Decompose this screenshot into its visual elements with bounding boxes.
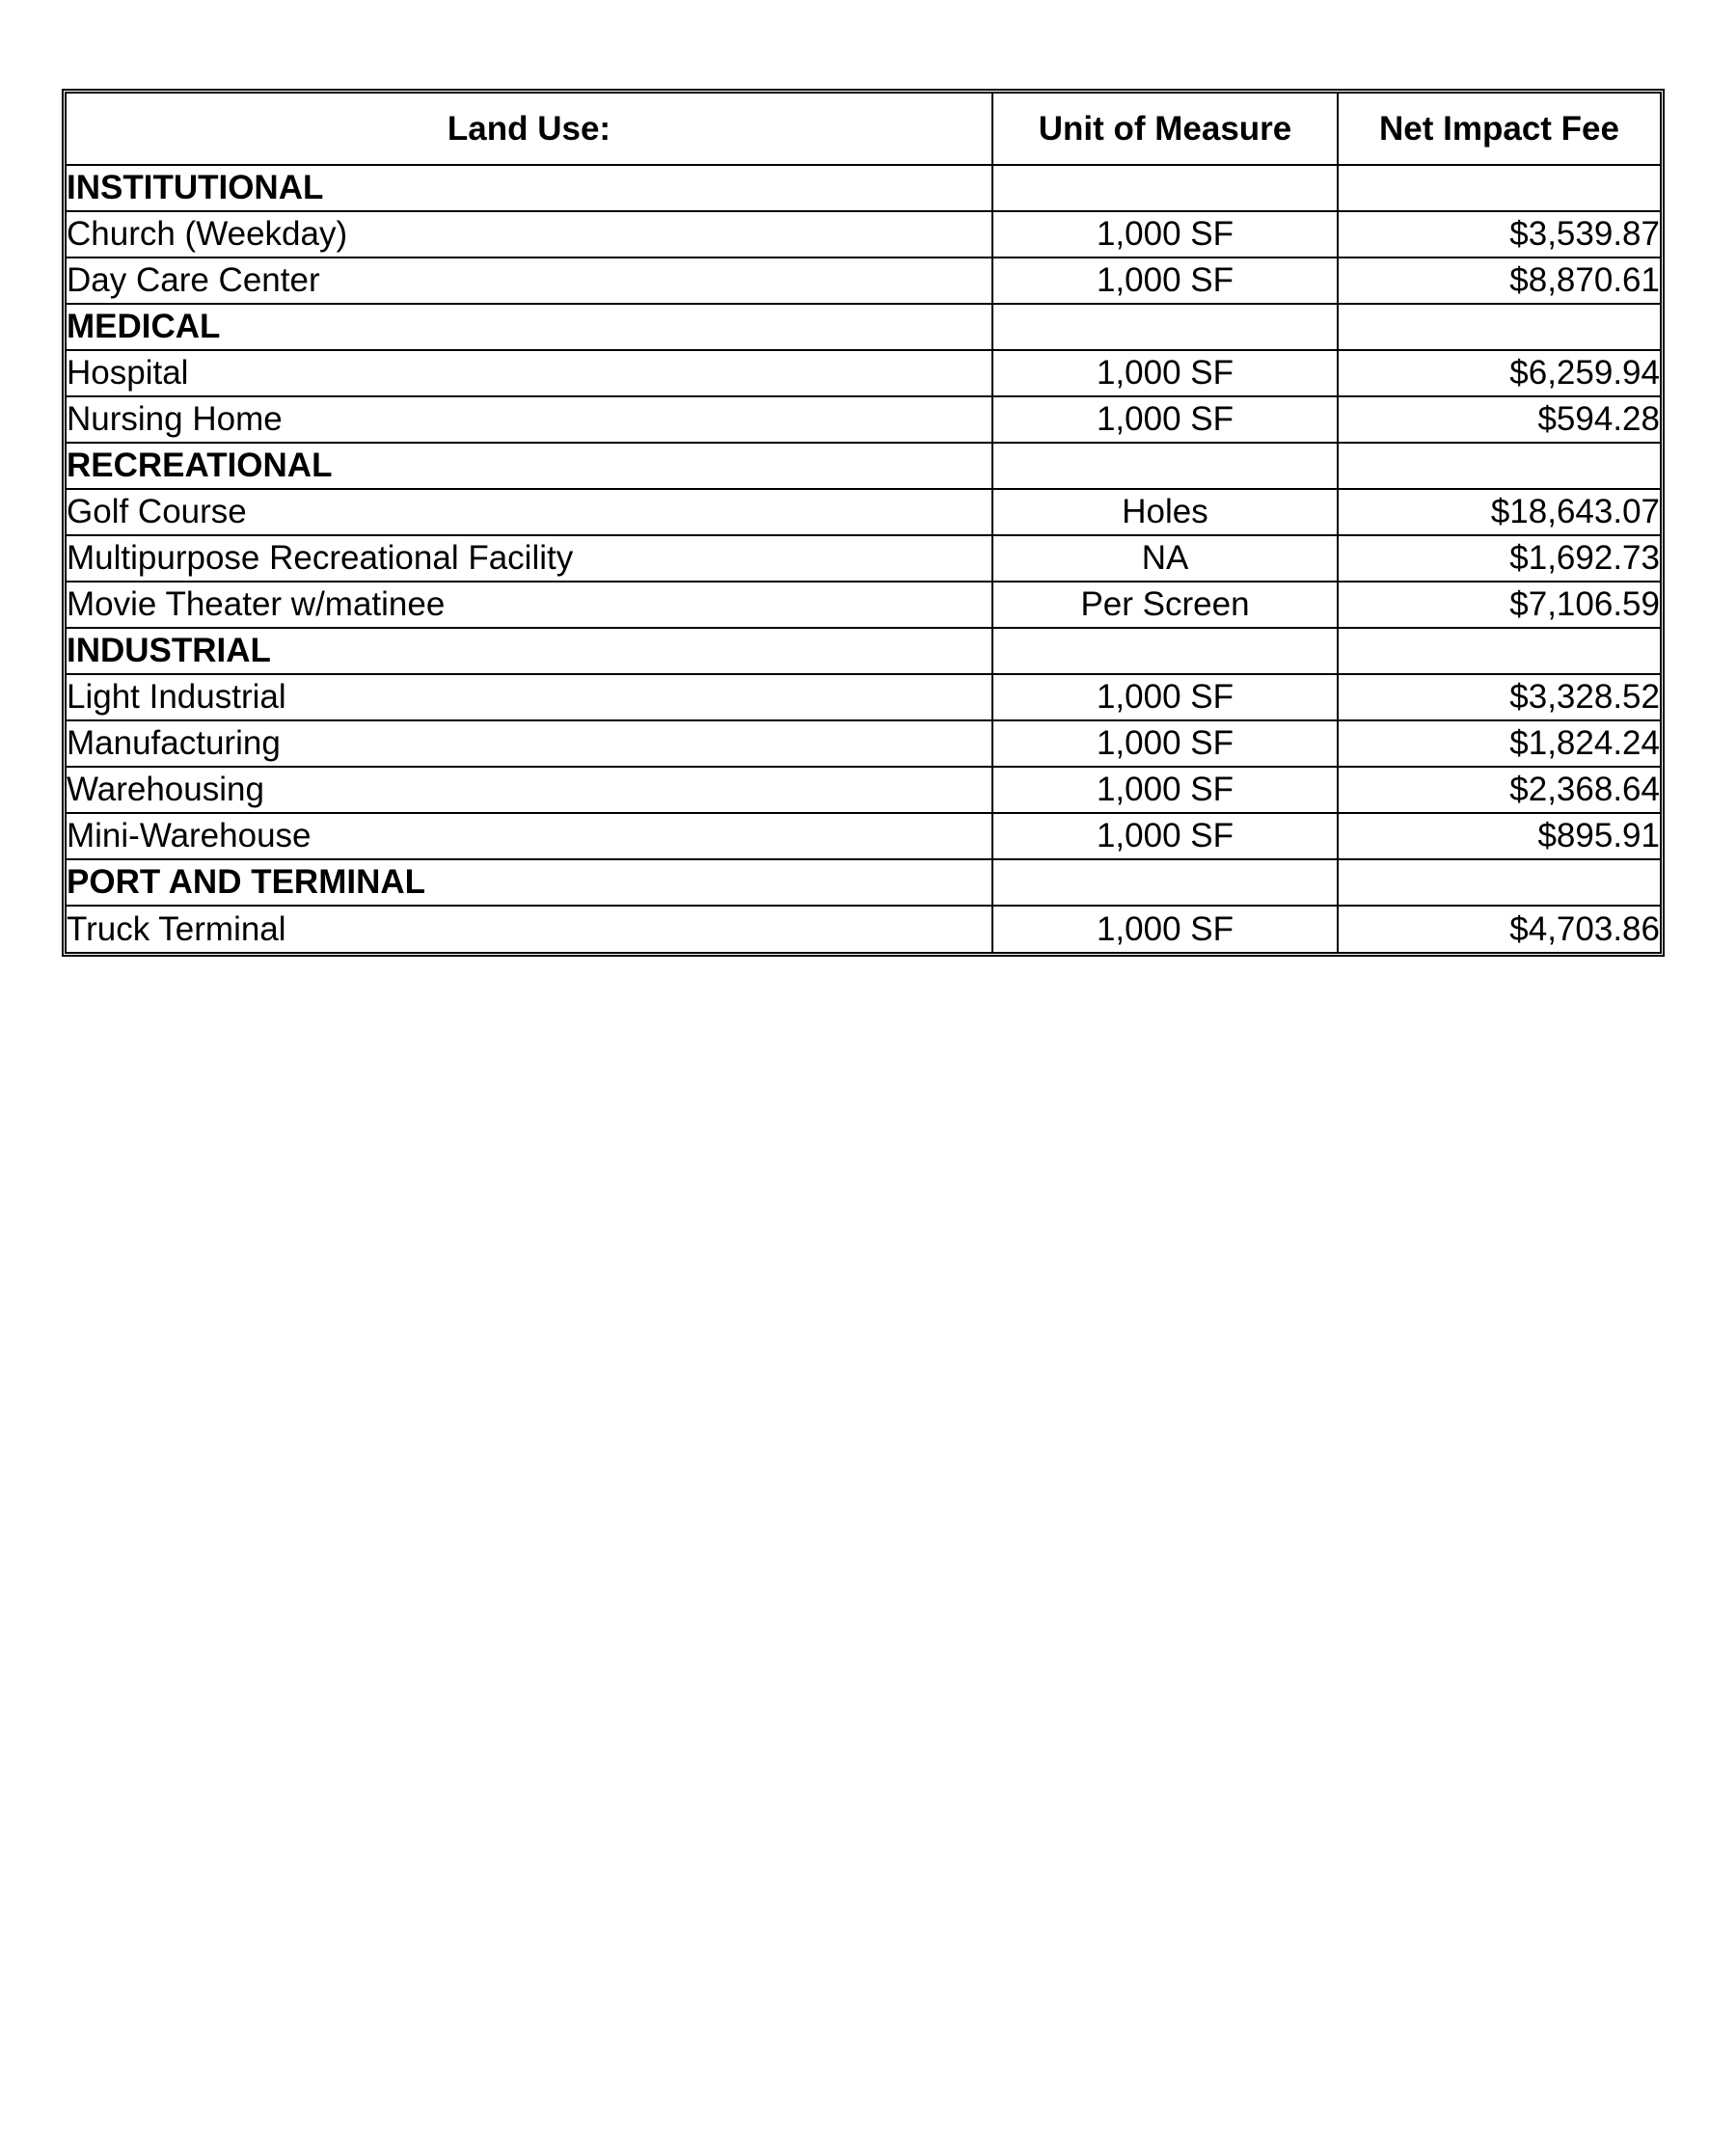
header-net-impact-fee: Net Impact Fee	[1338, 94, 1660, 165]
net-impact-fee-cell: $4,703.86	[1509, 909, 1660, 948]
category-unit-cell	[992, 443, 1338, 489]
category-unit-cell	[992, 628, 1338, 674]
net-impact-fee-cell: $6,259.94	[1338, 350, 1660, 396]
category-fee-cell	[1338, 628, 1660, 674]
category-row	[67, 628, 1660, 674]
header-row	[67, 94, 1660, 165]
land-use-cell: Manufacturing	[67, 720, 992, 767]
land-use-cell: Golf Course	[67, 489, 992, 535]
land-use-cell: Multipurpose Recreational Facility	[67, 535, 992, 582]
net-impact-fee-cell: $18,643.07	[1338, 489, 1660, 535]
unit-of-measure-cell: 1,000 SF	[992, 767, 1338, 813]
land-use-cell: Church (Weekday)	[67, 211, 992, 257]
table-row	[67, 396, 1660, 443]
header-unit-of-measure: Unit of Measure	[992, 94, 1338, 165]
unit-of-measure-cell: 1,000 SF	[992, 396, 1338, 443]
land-use-cell: Nursing Home	[67, 396, 992, 443]
net-impact-fee-cell: $7,106.59	[1338, 582, 1660, 628]
category-fee-cell	[1338, 304, 1660, 350]
impact-fee-table-frame	[62, 89, 1665, 957]
unit-of-measure-cell: NA	[992, 535, 1338, 582]
table-row	[67, 813, 1660, 859]
net-impact-fee-cell: $3,328.52	[1338, 674, 1660, 720]
land-use-cell: Day Care Center	[67, 257, 992, 304]
table-row	[67, 257, 1660, 304]
header-land-use: Land Use:	[67, 94, 992, 165]
category-fee-cell	[1338, 443, 1660, 489]
category-row	[67, 443, 1660, 489]
unit-of-measure-cell: Per Screen	[992, 582, 1338, 628]
category-row	[67, 165, 1660, 211]
table-row	[67, 489, 1660, 535]
category-unit-cell	[992, 859, 1338, 906]
unit-of-measure-cell: 1,000 SF	[992, 813, 1338, 859]
land-use-cell: Light Industrial	[67, 674, 992, 720]
unit-of-measure-cell: 1,000 SF	[992, 211, 1338, 257]
category-label: INSTITUTIONAL	[67, 165, 992, 211]
table-row	[67, 350, 1660, 396]
land-use-cell: Warehousing	[67, 767, 992, 813]
table-body	[67, 165, 1660, 952]
unit-of-measure-cell: 1,000 SF	[992, 257, 1338, 304]
table-row	[67, 674, 1660, 720]
net-impact-fee-cell: $2,368.64	[1338, 767, 1660, 813]
net-impact-fee-cell: $3,539.87	[1338, 211, 1660, 257]
category-unit-cell	[992, 165, 1338, 211]
impact-fee-table	[67, 94, 1660, 952]
net-impact-fee-cell: $594.28	[1338, 396, 1660, 443]
category-label: PORT AND TERMINAL	[67, 859, 992, 906]
table-row	[67, 767, 1660, 813]
land-use-cell: Hospital	[67, 350, 992, 396]
net-impact-fee-cell: $895.91	[1338, 813, 1660, 859]
land-use-cell: Movie Theater w/matinee	[67, 582, 992, 628]
net-impact-fee-cell: $1,692.73	[1338, 535, 1660, 582]
table-row	[67, 582, 1660, 628]
category-row	[67, 304, 1660, 350]
category-unit-cell	[992, 304, 1338, 350]
category-row	[67, 859, 1660, 906]
land-use-cell: Mini-Warehouse	[67, 813, 992, 859]
category-label: INDUSTRIAL	[67, 628, 992, 674]
unit-of-measure-cell: Holes	[992, 489, 1338, 535]
category-fee-cell	[1338, 859, 1660, 906]
category-label: RECREATIONAL	[67, 443, 992, 489]
unit-of-measure-cell: 1,000 SF	[992, 350, 1338, 396]
unit-of-measure-cell: 1,000 SF	[992, 674, 1338, 720]
table-row	[67, 720, 1660, 767]
category-fee-cell	[1338, 165, 1660, 211]
land-use-cell: Truck Terminal	[67, 906, 992, 952]
table-row	[67, 211, 1660, 257]
unit-of-measure-cell: 1,000 SF	[992, 906, 1338, 952]
table-row	[67, 906, 1660, 952]
category-label: MEDICAL	[67, 304, 992, 350]
table-header	[67, 94, 1660, 165]
net-impact-fee-cell: $8,870.61	[1338, 257, 1660, 304]
table-row	[67, 535, 1660, 582]
unit-of-measure-cell: 1,000 SF	[992, 720, 1338, 767]
net-impact-fee-cell: $1,824.24	[1338, 720, 1660, 767]
